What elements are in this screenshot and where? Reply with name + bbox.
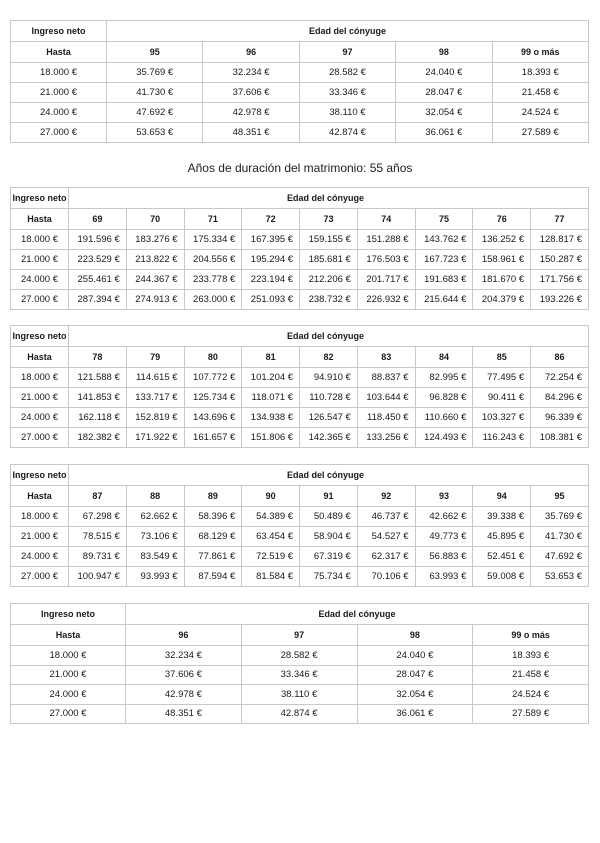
amount-cell: 133.256 € xyxy=(357,428,415,448)
age-column-header: 96 xyxy=(126,625,242,646)
amount-cell: 47.692 € xyxy=(107,103,203,123)
age-column-header: 71 xyxy=(184,209,242,230)
amount-cell: 167.395 € xyxy=(242,230,300,250)
amount-cell: 287.394 € xyxy=(69,290,127,310)
amount-cell: 42.874 € xyxy=(299,123,395,143)
age-column-header: 78 xyxy=(69,347,127,368)
amount-cell: 167.723 € xyxy=(415,250,473,270)
amount-cell: 193.226 € xyxy=(531,290,589,310)
amount-cell: 27.589 € xyxy=(473,704,589,724)
amount-cell: 24.524 € xyxy=(492,103,588,123)
amount-cell: 158.961 € xyxy=(473,250,531,270)
amount-cell: 84.296 € xyxy=(531,388,589,408)
amount-cell: 226.932 € xyxy=(357,290,415,310)
amount-cell: 54.527 € xyxy=(357,527,415,547)
income-header: Ingreso neto xyxy=(11,465,69,486)
amount-cell: 101.204 € xyxy=(242,368,300,388)
amount-cell: 67.319 € xyxy=(300,547,358,567)
table-row xyxy=(11,250,589,270)
amount-cell: 223.529 € xyxy=(69,250,127,270)
income-cell: 18.000 € xyxy=(11,230,69,250)
amount-cell: 18.393 € xyxy=(473,646,589,666)
income-cell: 21.000 € xyxy=(11,665,126,685)
upto-header: Hasta xyxy=(11,209,69,230)
amount-cell: 32.054 € xyxy=(357,685,473,705)
amount-cell: 24.040 € xyxy=(396,63,492,83)
table-row xyxy=(11,507,589,527)
amount-cell: 133.717 € xyxy=(126,388,184,408)
amount-cell: 191.683 € xyxy=(415,270,473,290)
table-row xyxy=(11,685,589,705)
age-column-header: 84 xyxy=(415,347,473,368)
amount-cell: 143.696 € xyxy=(184,408,242,428)
amount-cell: 33.346 € xyxy=(299,83,395,103)
amount-cell: 204.556 € xyxy=(184,250,242,270)
amount-cell: 255.461 € xyxy=(69,270,127,290)
amount-cell: 116.243 € xyxy=(473,428,531,448)
amount-cell: 59.008 € xyxy=(473,567,531,587)
amount-cell: 24.524 € xyxy=(473,685,589,705)
amount-cell: 42.978 € xyxy=(203,103,299,123)
amount-cell: 110.728 € xyxy=(300,388,358,408)
age-column-header: 83 xyxy=(357,347,415,368)
pension-table-final xyxy=(10,603,589,724)
amount-cell: 54.389 € xyxy=(242,507,300,527)
table-row xyxy=(11,123,589,143)
age-column-header: 97 xyxy=(241,625,357,646)
amount-cell: 114.615 € xyxy=(126,368,184,388)
amount-cell: 107.772 € xyxy=(184,368,242,388)
amount-cell: 28.582 € xyxy=(241,646,357,666)
age-column-header: 73 xyxy=(300,209,358,230)
upto-header: Hasta xyxy=(11,42,107,63)
amount-cell: 35.769 € xyxy=(107,63,203,83)
amount-cell: 67.298 € xyxy=(69,507,127,527)
pension-table-ages-69-77 xyxy=(10,187,589,310)
amount-cell: 27.589 € xyxy=(492,123,588,143)
upto-header: Hasta xyxy=(11,625,126,646)
age-column-header: 99 o más xyxy=(473,625,589,646)
amount-cell: 263.000 € xyxy=(184,290,242,310)
table-row xyxy=(11,103,589,123)
amount-cell: 215.644 € xyxy=(415,290,473,310)
amount-cell: 126.547 € xyxy=(300,408,358,428)
amount-cell: 201.717 € xyxy=(357,270,415,290)
income-cell: 24.000 € xyxy=(11,408,69,428)
amount-cell: 36.061 € xyxy=(396,123,492,143)
amount-cell: 77.861 € xyxy=(184,547,242,567)
amount-cell: 52.451 € xyxy=(473,547,531,567)
amount-cell: 110.660 € xyxy=(415,408,473,428)
amount-cell: 32.234 € xyxy=(203,63,299,83)
amount-cell: 103.644 € xyxy=(357,388,415,408)
income-cell: 27.000 € xyxy=(11,704,126,724)
amount-cell: 204.379 € xyxy=(473,290,531,310)
amount-cell: 41.730 € xyxy=(531,527,589,547)
amount-cell: 103.327 € xyxy=(473,408,531,428)
income-cell: 24.000 € xyxy=(11,547,69,567)
amount-cell: 47.692 € xyxy=(531,547,589,567)
amount-cell: 83.549 € xyxy=(126,547,184,567)
age-column-header: 82 xyxy=(300,347,358,368)
income-cell: 21.000 € xyxy=(11,527,69,547)
amount-cell: 143.762 € xyxy=(415,230,473,250)
amount-cell: 182.382 € xyxy=(69,428,127,448)
age-column-header: 88 xyxy=(126,486,184,507)
table-row xyxy=(11,408,589,428)
amount-cell: 118.071 € xyxy=(242,388,300,408)
amount-cell: 185.681 € xyxy=(300,250,358,270)
amount-cell: 75.734 € xyxy=(300,567,358,587)
amount-cell: 191.596 € xyxy=(69,230,127,250)
income-cell: 27.000 € xyxy=(11,428,69,448)
age-column-header: 74 xyxy=(357,209,415,230)
income-cell: 27.000 € xyxy=(11,567,69,587)
table-row xyxy=(11,665,589,685)
income-cell: 24.000 € xyxy=(11,685,126,705)
amount-cell: 72.254 € xyxy=(531,368,589,388)
income-cell: 27.000 € xyxy=(11,123,107,143)
table-row xyxy=(11,704,589,724)
amount-cell: 73.106 € xyxy=(126,527,184,547)
age-column-header: 90 xyxy=(242,486,300,507)
income-cell: 18.000 € xyxy=(11,63,107,83)
amount-cell: 181.670 € xyxy=(473,270,531,290)
amount-cell: 39.338 € xyxy=(473,507,531,527)
amount-cell: 108.381 € xyxy=(531,428,589,448)
pension-table-continued xyxy=(10,20,589,143)
amount-cell: 53.653 € xyxy=(531,567,589,587)
amount-cell: 63.993 € xyxy=(415,567,473,587)
income-cell: 21.000 € xyxy=(11,83,107,103)
amount-cell: 96.339 € xyxy=(531,408,589,428)
table-row xyxy=(11,388,589,408)
income-header: Ingreso neto xyxy=(11,188,69,209)
table-row xyxy=(11,270,589,290)
amount-cell: 56.883 € xyxy=(415,547,473,567)
amount-cell: 125.734 € xyxy=(184,388,242,408)
amount-cell: 48.351 € xyxy=(203,123,299,143)
age-column-header: 85 xyxy=(473,347,531,368)
amount-cell: 128.817 € xyxy=(531,230,589,250)
amount-cell: 58.904 € xyxy=(300,527,358,547)
amount-cell: 142.365 € xyxy=(300,428,358,448)
amount-cell: 175.334 € xyxy=(184,230,242,250)
amount-cell: 45.895 € xyxy=(473,527,531,547)
pension-table-ages-78-86 xyxy=(10,325,589,448)
age-column-header: 76 xyxy=(473,209,531,230)
income-cell: 24.000 € xyxy=(11,270,69,290)
amount-cell: 77.495 € xyxy=(473,368,531,388)
section-title: Años de duración del matrimonio: 55 años xyxy=(187,161,413,175)
age-column-header: 98 xyxy=(357,625,473,646)
income-cell: 21.000 € xyxy=(11,250,69,270)
amount-cell: 151.288 € xyxy=(357,230,415,250)
amount-cell: 152.819 € xyxy=(126,408,184,428)
amount-cell: 233.778 € xyxy=(184,270,242,290)
amount-cell: 42.874 € xyxy=(241,704,357,724)
amount-cell: 183.276 € xyxy=(126,230,184,250)
amount-cell: 274.913 € xyxy=(126,290,184,310)
amount-cell: 42.978 € xyxy=(126,685,242,705)
age-column-header: 91 xyxy=(300,486,358,507)
age-column-header: 69 xyxy=(69,209,127,230)
amount-cell: 48.351 € xyxy=(126,704,242,724)
age-column-header: 98 xyxy=(396,42,492,63)
income-cell: 21.000 € xyxy=(11,388,69,408)
age-column-header: 89 xyxy=(184,486,242,507)
amount-cell: 78.515 € xyxy=(69,527,127,547)
amount-cell: 162.118 € xyxy=(69,408,127,428)
amount-cell: 28.582 € xyxy=(299,63,395,83)
amount-cell: 24.040 € xyxy=(357,646,473,666)
table-row xyxy=(11,646,589,666)
amount-cell: 176.503 € xyxy=(357,250,415,270)
amount-cell: 37.606 € xyxy=(203,83,299,103)
amount-cell: 118.450 € xyxy=(357,408,415,428)
table-row xyxy=(11,567,589,587)
age-column-header: 81 xyxy=(242,347,300,368)
amount-cell: 151.806 € xyxy=(242,428,300,448)
age-column-header: 80 xyxy=(184,347,242,368)
amount-cell: 70.106 € xyxy=(357,567,415,587)
amount-cell: 121.588 € xyxy=(69,368,127,388)
age-column-header: 86 xyxy=(531,347,589,368)
amount-cell: 171.756 € xyxy=(531,270,589,290)
amount-cell: 50.489 € xyxy=(300,507,358,527)
spouse-age-header: Edad del cónyuge xyxy=(69,465,589,486)
income-header: Ingreso neto xyxy=(11,604,126,625)
age-column-header: 93 xyxy=(415,486,473,507)
amount-cell: 223.194 € xyxy=(242,270,300,290)
table-row xyxy=(11,527,589,547)
age-column-header: 79 xyxy=(126,347,184,368)
income-cell: 24.000 € xyxy=(11,103,107,123)
income-header: Ingreso neto xyxy=(11,326,69,347)
amount-cell: 37.606 € xyxy=(126,665,242,685)
amount-cell: 212.206 € xyxy=(300,270,358,290)
amount-cell: 41.730 € xyxy=(107,83,203,103)
amount-cell: 72.519 € xyxy=(242,547,300,567)
amount-cell: 49.773 € xyxy=(415,527,473,547)
upto-header: Hasta xyxy=(11,347,69,368)
income-cell: 18.000 € xyxy=(11,368,69,388)
age-column-header: 75 xyxy=(415,209,473,230)
amount-cell: 87.594 € xyxy=(184,567,242,587)
spouse-age-header: Edad del cónyuge xyxy=(107,21,589,42)
amount-cell: 21.458 € xyxy=(473,665,589,685)
amount-cell: 136.252 € xyxy=(473,230,531,250)
amount-cell: 93.993 € xyxy=(126,567,184,587)
age-column-header: 92 xyxy=(357,486,415,507)
amount-cell: 90.411 € xyxy=(473,388,531,408)
amount-cell: 35.769 € xyxy=(531,507,589,527)
amount-cell: 244.367 € xyxy=(126,270,184,290)
table-row xyxy=(11,547,589,567)
amount-cell: 62.662 € xyxy=(126,507,184,527)
amount-cell: 38.110 € xyxy=(299,103,395,123)
amount-cell: 150.287 € xyxy=(531,250,589,270)
amount-cell: 21.458 € xyxy=(492,83,588,103)
amount-cell: 89.731 € xyxy=(69,547,127,567)
age-column-header: 72 xyxy=(242,209,300,230)
table-row xyxy=(11,63,589,83)
amount-cell: 96.828 € xyxy=(415,388,473,408)
income-cell: 18.000 € xyxy=(11,646,126,666)
amount-cell: 238.732 € xyxy=(300,290,358,310)
amount-cell: 88.837 € xyxy=(357,368,415,388)
amount-cell: 53.653 € xyxy=(107,123,203,143)
amount-cell: 68.129 € xyxy=(184,527,242,547)
age-column-header: 96 xyxy=(203,42,299,63)
amount-cell: 32.054 € xyxy=(396,103,492,123)
amount-cell: 195.294 € xyxy=(242,250,300,270)
age-column-header: 87 xyxy=(69,486,127,507)
spouse-age-header: Edad del cónyuge xyxy=(126,604,589,625)
table-row xyxy=(11,428,589,448)
amount-cell: 213.822 € xyxy=(126,250,184,270)
amount-cell: 46.737 € xyxy=(357,507,415,527)
amount-cell: 134.938 € xyxy=(242,408,300,428)
upto-header: Hasta xyxy=(11,486,69,507)
amount-cell: 100.947 € xyxy=(69,567,127,587)
amount-cell: 141.853 € xyxy=(69,388,127,408)
age-column-header: 95 xyxy=(531,486,589,507)
pension-table-ages-87-95 xyxy=(10,464,589,587)
age-column-header: 95 xyxy=(107,42,203,63)
age-column-header: 99 o más xyxy=(492,42,588,63)
amount-cell: 18.393 € xyxy=(492,63,588,83)
amount-cell: 36.061 € xyxy=(357,704,473,724)
age-column-header: 97 xyxy=(299,42,395,63)
amount-cell: 251.093 € xyxy=(242,290,300,310)
spouse-age-header: Edad del cónyuge xyxy=(69,188,589,209)
amount-cell: 63.454 € xyxy=(242,527,300,547)
table-row xyxy=(11,290,589,310)
amount-cell: 42.662 € xyxy=(415,507,473,527)
income-cell: 27.000 € xyxy=(11,290,69,310)
amount-cell: 62.317 € xyxy=(357,547,415,567)
amount-cell: 28.047 € xyxy=(396,83,492,103)
table-row xyxy=(11,368,589,388)
amount-cell: 38.110 € xyxy=(241,685,357,705)
age-column-header: 77 xyxy=(531,209,589,230)
amount-cell: 161.657 € xyxy=(184,428,242,448)
amount-cell: 124.493 € xyxy=(415,428,473,448)
amount-cell: 94.910 € xyxy=(300,368,358,388)
amount-cell: 82.995 € xyxy=(415,368,473,388)
age-column-header: 94 xyxy=(473,486,531,507)
age-column-header: 70 xyxy=(126,209,184,230)
amount-cell: 81.584 € xyxy=(242,567,300,587)
table-row xyxy=(11,83,589,103)
amount-cell: 171.922 € xyxy=(126,428,184,448)
amount-cell: 58.396 € xyxy=(184,507,242,527)
amount-cell: 28.047 € xyxy=(357,665,473,685)
amount-cell: 32.234 € xyxy=(126,646,242,666)
spouse-age-header: Edad del cónyuge xyxy=(69,326,589,347)
amount-cell: 33.346 € xyxy=(241,665,357,685)
income-cell: 18.000 € xyxy=(11,507,69,527)
table-row xyxy=(11,230,589,250)
income-header: Ingreso neto xyxy=(11,21,107,42)
amount-cell: 159.155 € xyxy=(300,230,358,250)
